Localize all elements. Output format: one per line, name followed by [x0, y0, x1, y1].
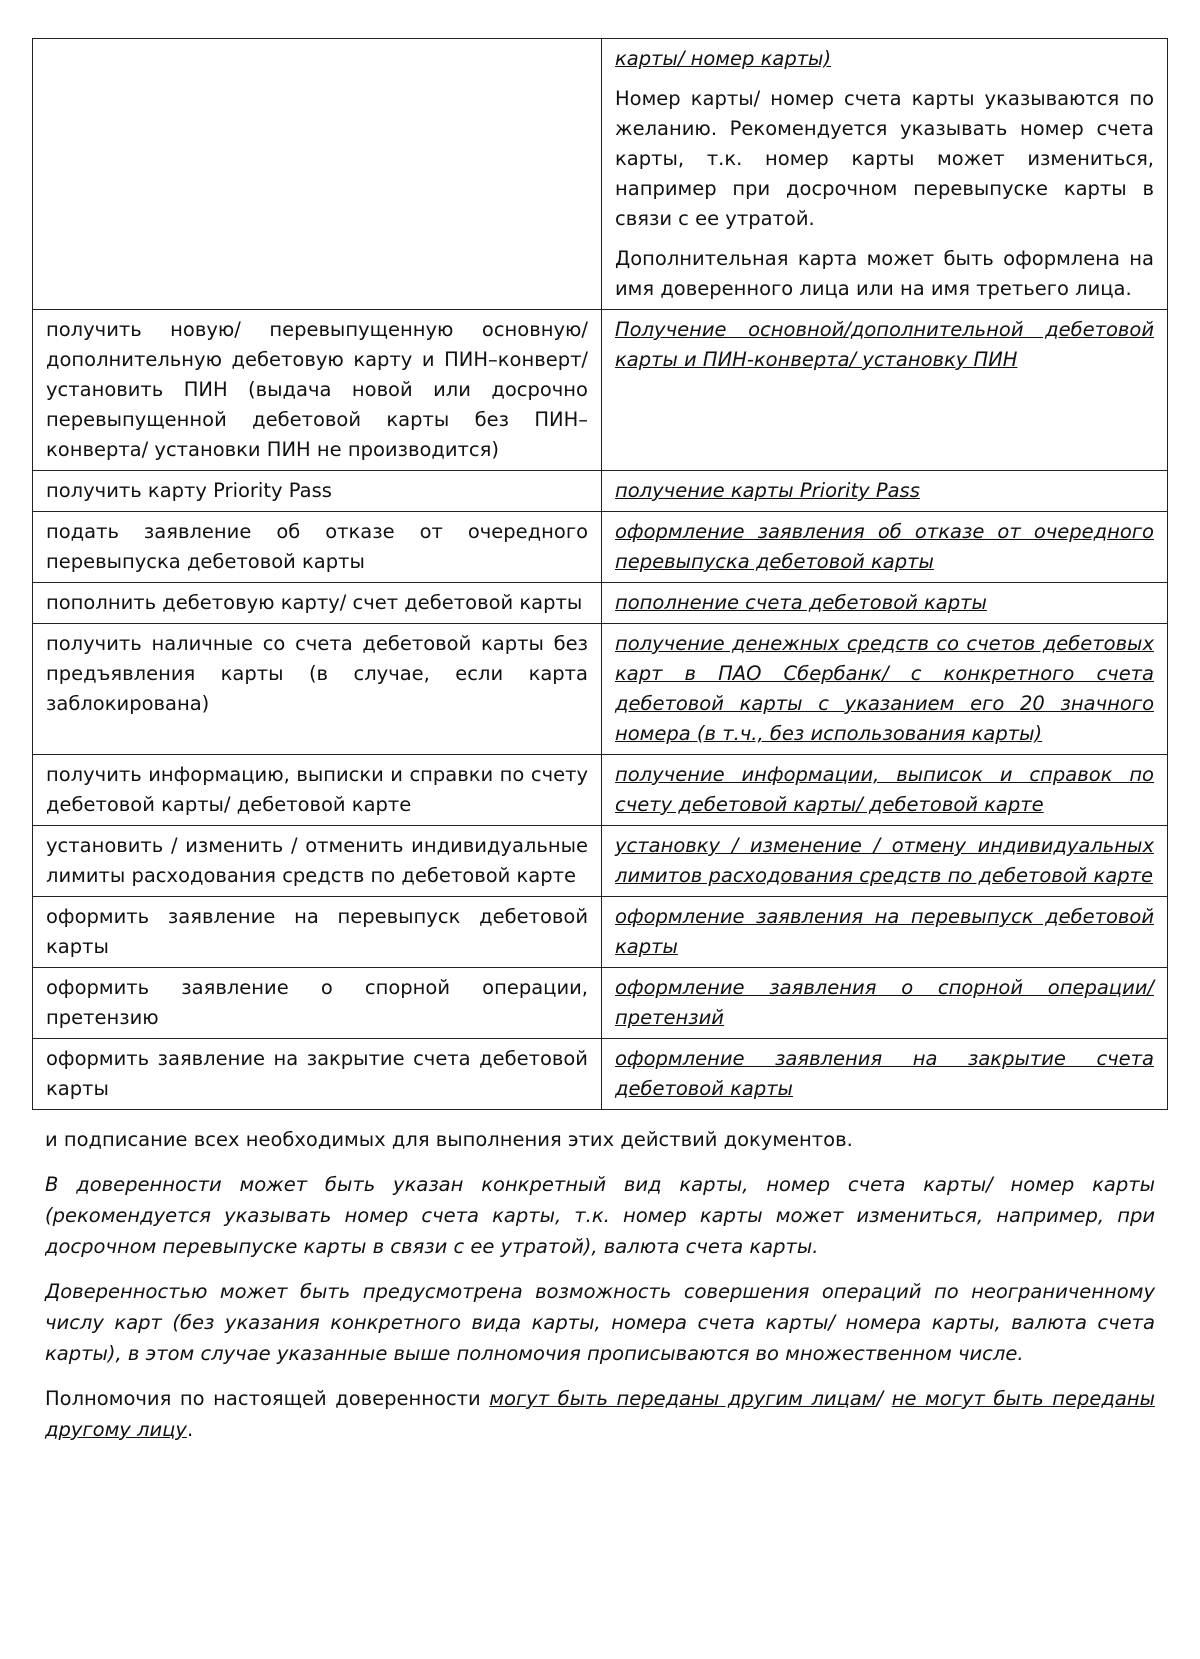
- table-cell-right: Получение основной/дополнительной дебетовой карты и ПИН-конверта/ установку ПИН: [602, 310, 1168, 471]
- powers-table: [32, 38, 1168, 1110]
- table-row: [33, 310, 1168, 471]
- table-cell-left: [33, 39, 602, 310]
- table-cell-right: [602, 39, 1168, 310]
- table-cell-right: получение карты Priority Pass: [602, 471, 1168, 512]
- table-cell-right: установку / изменение / отмену индивидуальных лимитов расходования средств по дебетовой карте: [602, 826, 1168, 897]
- table-row: [33, 624, 1168, 755]
- table-cell-right: оформление заявления на перевыпуск дебетовой карты: [602, 897, 1168, 968]
- transfer-option-separator: /: [876, 1387, 892, 1410]
- transfer-powers-paragraph: [45, 1383, 1155, 1445]
- additional-card-note: Дополнительная карта может быть оформлена на имя доверенного лица или на имя третьего лица.: [615, 247, 1154, 300]
- table-row: [33, 512, 1168, 583]
- table-row: [33, 755, 1168, 826]
- transfer-option-denied: не могут быть переданы другому лицу: [45, 1387, 1155, 1441]
- card-type-paragraph: В доверенности может быть указан конкретный вид карты, номер счета карты/ номер карты (рекомендуется указывать номер счета карты, т.к. номер карты может измениться, например, при досрочном перевыпуске карты в связи с ее утратой), валюта счета карты.: [45, 1173, 1155, 1258]
- table-cell-left: получить карту Priority Pass: [33, 471, 602, 512]
- table-row: [33, 39, 1168, 310]
- table-cell-left: получить информацию, выписки и справки по счету дебетовой карты/ дебетовой карте: [33, 755, 602, 826]
- table-cell-left: получить новую/ перевыпущенную основную/ дополнительную дебетовую карту и ПИН–конверт/ установить ПИН (выдача новой или досрочно перевыпущенной дебетовой карты без ПИН–конверта/ установки ПИН не производится): [33, 310, 602, 471]
- table-cell-right: оформление заявления о спорной операции/ претензий: [602, 968, 1168, 1039]
- transfer-powers-lead: Полномочия по настоящей доверенности: [45, 1387, 490, 1410]
- signing-paragraph: и подписание всех необходимых для выполнения этих действий документов.: [45, 1128, 853, 1151]
- table-row: [33, 826, 1168, 897]
- table-cell-right: оформление заявления об отказе от очередного перевыпуска дебетовой карты: [602, 512, 1168, 583]
- table-cell-left: оформить заявление на закрытие счета дебетовой карты: [33, 1039, 602, 1110]
- table-cell-left: пополнить дебетовую карту/ счет дебетовой карты: [33, 583, 602, 624]
- table-cell-left: получить наличные со счета дебетовой карты без предъявления карты (в случае, если карта заблокирована): [33, 624, 602, 755]
- table-cell-left: подать заявление об отказе от очередного перевыпуска дебетовой карты: [33, 512, 602, 583]
- table-row: [33, 968, 1168, 1039]
- transfer-powers-end: .: [186, 1418, 194, 1441]
- table-cell-left: оформить заявление о спорной операции, претензию: [33, 968, 602, 1039]
- table-cell-left: установить / изменить / отменить индивидуальные лимиты расходования средств по дебетовой карте: [33, 826, 602, 897]
- table-cell-right: оформление заявления на закрытие счета дебетовой карты: [602, 1039, 1168, 1110]
- post-table-text: [32, 1124, 1168, 1445]
- table-row: [33, 1039, 1168, 1110]
- card-number-note: карты/ номер карты): [615, 47, 832, 70]
- table-row: [33, 583, 1168, 624]
- table-cell-right: пополнение счета дебетовой карты: [602, 583, 1168, 624]
- unlimited-cards-paragraph: Доверенностью может быть предусмотрена возможность совершения операций по неограниченному числу карт (без указания конкретного вида карты, номера счета карты/ номера карты, валюта счета карты), в этом случае указанные выше полномочия прописываются во множественном числе.: [45, 1280, 1155, 1365]
- table-cell-left: оформить заявление на перевыпуск дебетовой карты: [33, 897, 602, 968]
- card-number-explanation: Номер карты/ номер счета карты указываются по желанию. Рекомендуется указывать номер счета карты, т.к. номер карты может измениться, например при досрочном перевыпуске карты в связи с ее утратой.: [615, 87, 1154, 230]
- table-cell-right: получение денежных средств со счетов дебетовых карт в ПАО Сбербанк/ с конкретного счета дебетовой карты с указанием его 20 значного номера (в т.ч., без использования карты): [602, 624, 1168, 755]
- table-row: [33, 897, 1168, 968]
- table-cell-right: получение информации, выписок и справок по счету дебетовой карты/ дебетовой карте: [602, 755, 1168, 826]
- table-row: [33, 471, 1168, 512]
- transfer-option-allowed: могут быть переданы другим лицам: [489, 1387, 877, 1410]
- document-page: [32, 38, 1168, 1459]
